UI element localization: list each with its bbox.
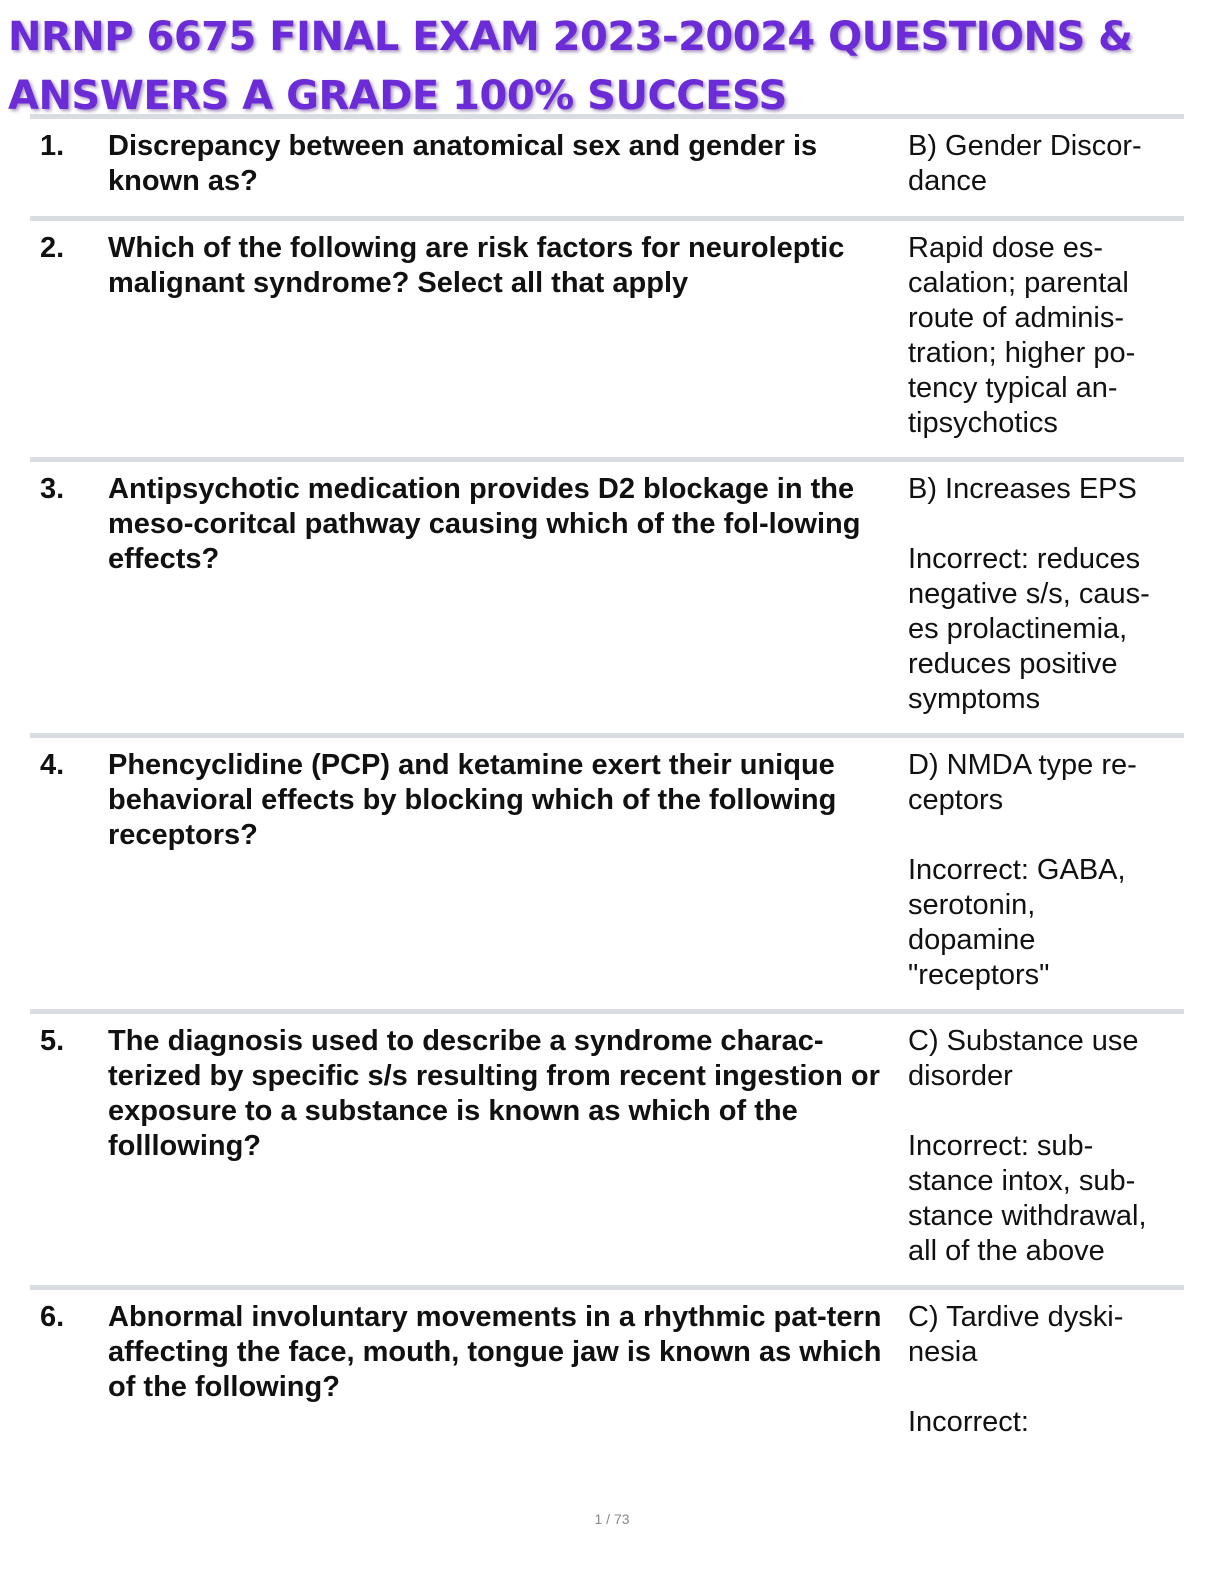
answer-paragraph (908, 748, 1184, 818)
answer-explanation (908, 1405, 1184, 1440)
answer-line: tipsychotics (908, 407, 1058, 439)
answer-line: calation; parental (908, 267, 1129, 299)
question-card (30, 457, 1184, 733)
question-number: 6. (40, 1301, 65, 1333)
answer-text (908, 748, 1184, 993)
answer-paragraph (908, 1024, 1184, 1094)
answer-line: C) Tardive dyski- (908, 1301, 1124, 1333)
answer-line: Incorrect: (908, 1406, 1029, 1438)
question-number: 1. (40, 130, 65, 162)
answer-line: B) Increases EPS (908, 473, 1137, 505)
question-number: 2. (40, 232, 65, 264)
answer-line: serotonin, (908, 889, 1036, 921)
answer-line: C) Substance use (908, 1025, 1139, 1057)
answer-line: D) NMDA type re- (908, 749, 1137, 781)
question-text: The diagnosis used to describe a syndrome charac-terized by specific s/s resulting from recent ingestion or exposure to a substance is known as which of the folllowing? (108, 1025, 880, 1162)
question-card (30, 216, 1184, 457)
title-line-1: NRNP 6675 FINAL EXAM 2023-20024 QUESTIONS & (8, 14, 1133, 60)
answer-paragraph (908, 472, 1184, 507)
document-title (8, 8, 1158, 126)
answer-paragraph (908, 231, 1184, 441)
page-indicator: 1 / 73 (594, 1511, 630, 1527)
answer-line: negative s/s, caus- (908, 578, 1150, 610)
answer-text (908, 129, 1184, 199)
answer-text (908, 472, 1184, 717)
answer-line: stance withdrawal, (908, 1200, 1147, 1232)
question-number: 5. (40, 1025, 65, 1057)
answer-line: "receptors" (908, 959, 1050, 991)
answer-line: stance intox, sub- (908, 1165, 1136, 1197)
answer-line: es prolactinemia, (908, 613, 1128, 645)
answer-line: reduces positive (908, 648, 1118, 680)
answer-line: Incorrect: sub- (908, 1130, 1094, 1162)
answer-paragraph (908, 1300, 1184, 1370)
question-text: Discrepancy between anatomical sex and gender is known as? (108, 130, 818, 197)
answer-line: dopamine (908, 924, 1036, 956)
question-text: Abnormal involuntary movements in a rhythmic pat-tern affecting the face, mouth, tongue jaw is known as which of the following? (108, 1301, 882, 1403)
question-list (30, 114, 1184, 1490)
answer-line: Incorrect: GABA, (908, 854, 1126, 886)
answer-text (908, 231, 1184, 441)
title-line-2: ANSWERS A GRADE 100% SUCCESS (8, 73, 787, 119)
answer-line: Rapid dose es- (908, 232, 1104, 264)
question-number: 3. (40, 473, 65, 505)
answer-line: Incorrect: reduces (908, 543, 1141, 575)
answer-explanation (908, 853, 1184, 993)
answer-explanation (908, 542, 1184, 717)
question-text: Antipsychotic medication provides D2 blockage in the meso-coritcal pathway causing which of the fol-lowing effects? (108, 473, 861, 575)
answer-line: nesia (908, 1336, 978, 1368)
question-card (30, 1009, 1184, 1285)
answer-line: symptoms (908, 683, 1041, 715)
question-text: Which of the following are risk factors for neuroleptic malignant syndrome? Select all that apply (108, 232, 845, 299)
answer-line: tency typical an- (908, 372, 1118, 404)
answer-paragraph (908, 129, 1184, 199)
answer-line: route of adminis- (908, 302, 1124, 334)
answer-line: dance (908, 165, 988, 197)
answer-line: all of the above (908, 1235, 1105, 1267)
answer-text (908, 1300, 1184, 1440)
answer-line: B) Gender Discor- (908, 130, 1142, 162)
answer-line: tration; higher po- (908, 337, 1136, 369)
question-card (30, 733, 1184, 1009)
question-card (30, 1285, 1184, 1490)
question-card (30, 114, 1184, 216)
question-text: Phencyclidine (PCP) and ketamine exert their unique behavioral effects by blocking which of the following receptors? (108, 749, 837, 851)
answer-text (908, 1024, 1184, 1269)
answer-explanation (908, 1129, 1184, 1269)
answer-line: ceptors (908, 784, 1004, 816)
question-number: 4. (40, 749, 65, 781)
answer-line: disorder (908, 1060, 1013, 1092)
